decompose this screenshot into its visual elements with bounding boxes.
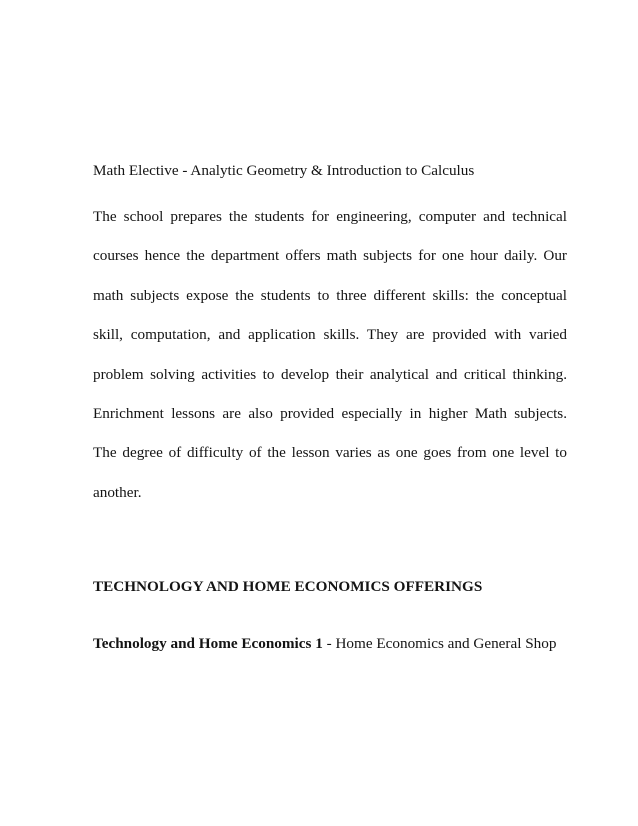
course-description: - Home Economics and General Shop [322,635,557,652]
course-entry [93,627,567,661]
section-heading: TECHNOLOGY AND HOME ECONOMICS OFFERINGS [93,578,483,595]
math-department-paragraph: The school prepares the students for engineering, computer and technical courses hence the department offers math subjects for one hour daily. Our math subjects expose the students to three different skills: the conceptual skill, computation, and application skills. They are provided with varied problem solving activities to develop their analytical and critical thinking. Enrichment lessons are also provided especially in higher Math subjects. The degree of difficulty of the lesson varies as one goes from one level to another. [93,208,567,501]
math-elective-line: Math Elective - Analytic Geometry & Introduction to Calculus [93,162,475,179]
course-title: Technology and Home Economics 1 [93,635,323,652]
